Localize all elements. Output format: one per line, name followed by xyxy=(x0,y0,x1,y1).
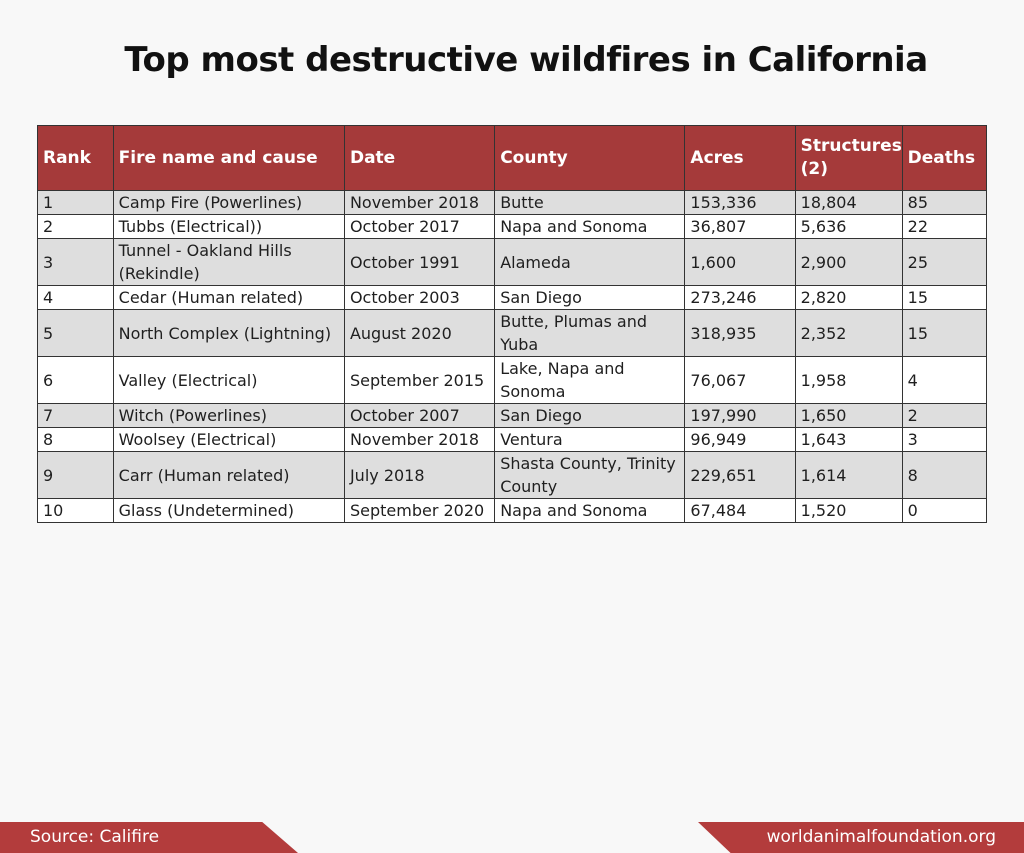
header-date: Date xyxy=(344,126,494,191)
cell-structures: 1,958 xyxy=(795,357,902,404)
cell-rank: 3 xyxy=(38,239,114,286)
cell-date: November 2018 xyxy=(344,191,494,215)
cell-county: Napa and Sonoma xyxy=(495,499,685,523)
cell-rank: 1 xyxy=(38,191,114,215)
table-row xyxy=(38,286,987,310)
cell-rank: 2 xyxy=(38,215,114,239)
header-deaths: Deaths xyxy=(902,126,986,191)
cell-date: August 2020 xyxy=(344,310,494,357)
header-acres: Acres xyxy=(685,126,795,191)
cell-structures: 18,804 xyxy=(795,191,902,215)
cell-county: San Diego xyxy=(495,286,685,310)
cell-rank: 8 xyxy=(38,428,114,452)
cell-deaths: 4 xyxy=(902,357,986,404)
cell-acres: 96,949 xyxy=(685,428,795,452)
cell-date: October 1991 xyxy=(344,239,494,286)
cell-rank: 10 xyxy=(38,499,114,523)
cell-county: Butte xyxy=(495,191,685,215)
cell-fire: Witch (Powerlines) xyxy=(113,404,344,428)
header-rank: Rank xyxy=(38,126,114,191)
cell-date: October 2007 xyxy=(344,404,494,428)
table-row xyxy=(38,191,987,215)
cell-structures: 1,614 xyxy=(795,452,902,499)
cell-date: July 2018 xyxy=(344,452,494,499)
cell-structures: 5,636 xyxy=(795,215,902,239)
cell-date: November 2018 xyxy=(344,428,494,452)
cell-fire: Carr (Human related) xyxy=(113,452,344,499)
cell-acres: 273,246 xyxy=(685,286,795,310)
cell-county: Alameda xyxy=(495,239,685,286)
cell-fire: Camp Fire (Powerlines) xyxy=(113,191,344,215)
table-row xyxy=(38,499,987,523)
cell-structures: 2,820 xyxy=(795,286,902,310)
cell-date: September 2020 xyxy=(344,499,494,523)
cell-structures: 2,900 xyxy=(795,239,902,286)
cell-date: October 2003 xyxy=(344,286,494,310)
cell-county: San Diego xyxy=(495,404,685,428)
cell-deaths: 8 xyxy=(902,452,986,499)
cell-deaths: 15 xyxy=(902,310,986,357)
cell-acres: 36,807 xyxy=(685,215,795,239)
source-credit: Source: Califire xyxy=(30,827,160,847)
cell-deaths: 15 xyxy=(902,286,986,310)
cell-rank: 4 xyxy=(38,286,114,310)
cell-acres: 318,935 xyxy=(685,310,795,357)
cell-deaths: 2 xyxy=(902,404,986,428)
cell-deaths: 25 xyxy=(902,239,986,286)
cell-fire: Tunnel - Oakland Hills (Rekindle) xyxy=(113,239,344,286)
cell-acres: 229,651 xyxy=(685,452,795,499)
website-link[interactable]: worldanimalfoundation.org xyxy=(766,827,996,847)
cell-date: October 2017 xyxy=(344,215,494,239)
table-row xyxy=(38,404,987,428)
table-row xyxy=(38,310,987,357)
cell-fire: Woolsey (Electrical) xyxy=(113,428,344,452)
header-structures: Structures (2) xyxy=(795,126,902,191)
cell-county: Napa and Sonoma xyxy=(495,215,685,239)
cell-acres: 76,067 xyxy=(685,357,795,404)
header-fire-name-cause: Fire name and cause xyxy=(113,126,344,191)
table-header-row xyxy=(38,126,987,191)
cell-structures: 1,650 xyxy=(795,404,902,428)
cell-date: September 2015 xyxy=(344,357,494,404)
table-row xyxy=(38,428,987,452)
cell-rank: 7 xyxy=(38,404,114,428)
wildfires-table xyxy=(37,125,987,523)
cell-acres: 67,484 xyxy=(685,499,795,523)
cell-acres: 197,990 xyxy=(685,404,795,428)
cell-acres: 153,336 xyxy=(685,191,795,215)
cell-county: Butte, Plumas and Yuba xyxy=(495,310,685,357)
cell-fire: Tubbs (Electrical)) xyxy=(113,215,344,239)
cell-fire: Glass (Undetermined) xyxy=(113,499,344,523)
table-row xyxy=(38,357,987,404)
cell-deaths: 0 xyxy=(902,499,986,523)
cell-rank: 5 xyxy=(38,310,114,357)
cell-deaths: 22 xyxy=(902,215,986,239)
cell-rank: 9 xyxy=(38,452,114,499)
cell-county: Ventura xyxy=(495,428,685,452)
header-county: County xyxy=(495,126,685,191)
cell-fire: Cedar (Human related) xyxy=(113,286,344,310)
cell-structures: 1,520 xyxy=(795,499,902,523)
cell-rank: 6 xyxy=(38,357,114,404)
cell-deaths: 3 xyxy=(902,428,986,452)
cell-county: Shasta County, Trinity County xyxy=(495,452,685,499)
table-row xyxy=(38,239,987,286)
cell-fire: North Complex (Lightning) xyxy=(113,310,344,357)
cell-structures: 2,352 xyxy=(795,310,902,357)
cell-fire: Valley (Electrical) xyxy=(113,357,344,404)
page-title: Top most destructive wildfires in California xyxy=(124,40,928,80)
cell-structures: 1,643 xyxy=(795,428,902,452)
cell-county: Lake, Napa and Sonoma xyxy=(495,357,685,404)
cell-acres: 1,600 xyxy=(685,239,795,286)
table-row xyxy=(38,215,987,239)
table-row xyxy=(38,452,987,499)
cell-deaths: 85 xyxy=(902,191,986,215)
